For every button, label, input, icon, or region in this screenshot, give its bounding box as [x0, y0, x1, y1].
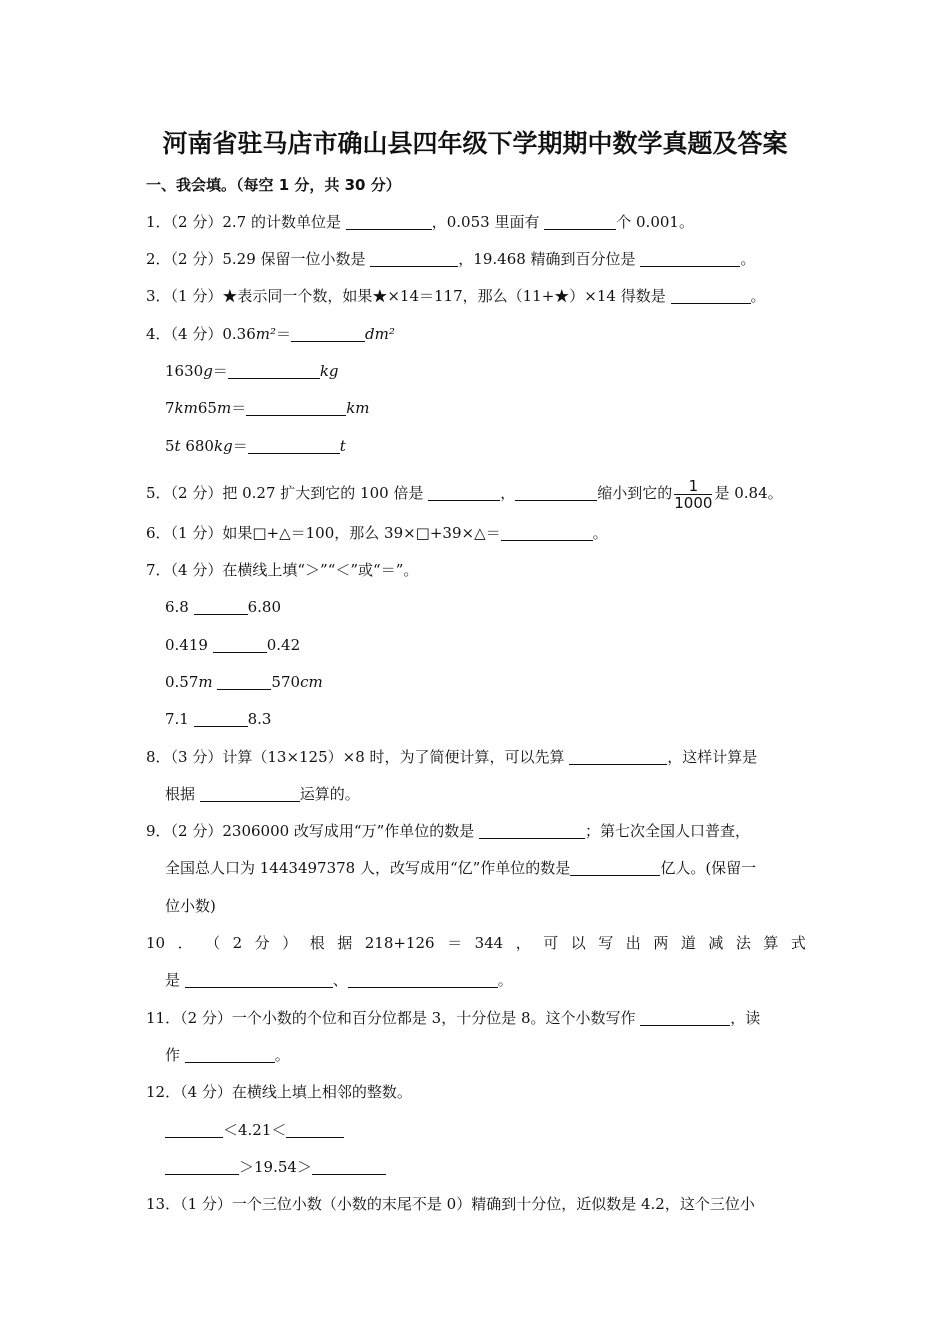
q3-text: 。 [750, 287, 766, 305]
q10-token: 式 [790, 934, 806, 952]
q10-token: 分 [254, 934, 270, 952]
q11-text: 11．（2 分）一个小数的个位和百分位都是 3，十分位是 8。这个小数写作 [146, 1009, 641, 1027]
q10-token: 根 [309, 934, 325, 952]
question-10 [146, 933, 806, 953]
q2-text: 。 [740, 250, 756, 268]
answer-blank[interactable] [544, 213, 616, 230]
answer-blank[interactable] [671, 287, 751, 304]
q4-text: 1630 [165, 362, 204, 380]
question-11 [146, 1008, 760, 1028]
q1-text: 个 0.001。 [616, 213, 694, 231]
q5-text: 缩小到它的 [597, 484, 673, 502]
q4-text: ＝ [231, 399, 247, 417]
answer-blank[interactable] [346, 213, 432, 230]
q1-text: 1．（2 分）2.7 的计数单位是 [146, 213, 346, 231]
q12-row [165, 1120, 344, 1140]
q10-token: 344 [474, 934, 504, 952]
q11-text: 作 [165, 1046, 185, 1064]
q5-text: 是 0.84。 [714, 484, 783, 502]
q10-token: ， [515, 934, 531, 952]
q4-text: 4．（4 分）0.36 [146, 325, 256, 343]
q4-row [165, 436, 346, 456]
question-6 [146, 523, 608, 543]
q5-text: 5．（2 分）把 0.27 扩大到它的 100 倍是 [146, 484, 429, 502]
q8-text: ，这样计算是 [667, 748, 758, 766]
q7-text: 6.80 [247, 598, 282, 616]
unit: kg [319, 362, 339, 380]
answer-blank[interactable] [312, 1158, 386, 1175]
answer-blank[interactable] [246, 399, 346, 416]
unit: dm² [365, 325, 395, 343]
q7-text: 7.1 [165, 710, 194, 728]
q4-text: 680 [180, 437, 214, 455]
answer-blank[interactable] [570, 859, 660, 876]
q4-row [165, 361, 339, 381]
answer-blank[interactable] [640, 250, 740, 267]
q4-text: 7 [165, 399, 175, 417]
q4-text: ＝ [276, 325, 292, 343]
fraction [674, 478, 712, 511]
answer-blank[interactable] [370, 250, 458, 267]
q11-text: ，读 [730, 1009, 761, 1027]
answer-blank[interactable] [348, 971, 498, 988]
question-8 [146, 747, 757, 767]
answer-blank[interactable] [640, 1009, 730, 1026]
unit: t [339, 437, 346, 455]
q4-text: 5 [165, 437, 175, 455]
q7-text: 0.419 [165, 636, 213, 654]
q10-token: 道 [680, 934, 696, 952]
q3-text: 3．（1 分）★表示同一个数，如果★×14＝117，那么（11+★）×14 得数是 [146, 287, 671, 305]
q10-token: 出 [625, 934, 641, 952]
answer-blank[interactable] [185, 971, 333, 988]
answer-blank[interactable] [217, 673, 271, 690]
q10-token: 法 [735, 934, 751, 952]
q12-row [165, 1157, 386, 1177]
fraction-denominator: 1000 [674, 493, 713, 512]
answer-blank[interactable] [501, 524, 593, 541]
q4-row [165, 398, 370, 418]
unit: cm [300, 673, 323, 691]
q7-text: 570 [271, 673, 301, 691]
question-12: 12．（4 分）在横线上填上相邻的整数。 [146, 1083, 412, 1101]
q10-token: ＝ [447, 934, 463, 952]
q12-text: ＜4.21＜ [223, 1121, 287, 1139]
question-2 [146, 249, 755, 269]
question-9 [146, 821, 750, 841]
answer-blank[interactable] [165, 1158, 239, 1175]
q7-text: 0.42 [266, 636, 301, 654]
q5-text: ， [500, 484, 516, 502]
q8-text: 运算的。 [299, 785, 360, 803]
q10-token: 减 [708, 934, 724, 952]
unit: m [216, 399, 232, 417]
q10-token: 可 [543, 934, 559, 952]
answer-blank[interactable] [194, 598, 248, 615]
q10-token: 2 [232, 934, 243, 952]
q10-token: 算 [763, 934, 779, 952]
q7-row [165, 597, 281, 617]
q11-cont [165, 1045, 290, 1065]
q9-text: 亿人。(保留一 [660, 859, 757, 877]
q10-token: 写 [598, 934, 614, 952]
q9-cont: 位小数) [165, 897, 216, 915]
q8-text: 根据 [165, 785, 200, 803]
q8-cont [165, 784, 360, 804]
question-3 [146, 286, 766, 306]
q10-token: ） [282, 934, 298, 952]
question-13: 13．（1 分）一个三位小数（小数的末尾不是 0）精确到十分位，近似数是 4.2，这个三位小 [146, 1195, 755, 1213]
q10-token: 据 [337, 934, 353, 952]
unit: m² [255, 325, 277, 343]
q10-text: 是 [165, 971, 185, 989]
q10-token: （ [205, 934, 221, 952]
question-4 [146, 324, 395, 344]
unit: g [203, 362, 213, 380]
q7-text: 8.3 [247, 710, 272, 728]
answer-blank[interactable] [291, 325, 365, 342]
q11-text: 。 [274, 1046, 290, 1064]
page-title: 河南省驻马店市确山县四年级下学期期中数学真题及答案 [162, 129, 788, 158]
unit: km [174, 399, 198, 417]
q4-text: ＝ [212, 362, 228, 380]
q10-token: 以 [570, 934, 586, 952]
q7-text: 0.57 [165, 673, 199, 691]
section-heading: 一、我会填。（每空 1 分，共 30 分） [146, 176, 401, 194]
unit: m [198, 673, 213, 691]
q2-text: 2．（2 分）5.29 保留一位小数是 [146, 250, 371, 268]
q4-text: 65 [197, 399, 217, 417]
q1-text: ，0.053 里面有 [431, 213, 545, 231]
q10-token: ． [177, 934, 193, 952]
answer-blank[interactable] [194, 710, 248, 727]
q10-text: 、 [332, 971, 348, 989]
question-5 [146, 476, 783, 512]
answer-blank[interactable] [200, 785, 300, 802]
answer-blank[interactable] [185, 1046, 275, 1063]
unit: kg [213, 437, 233, 455]
q10-text: 。 [497, 971, 513, 989]
q9-text: 全国总人口为 1443497378 人，改写成用“亿”作单位的数是 [165, 859, 571, 877]
q7-row [165, 635, 300, 655]
q9-cont [165, 858, 756, 878]
q4-text: ＝ [232, 437, 248, 455]
answer-blank[interactable] [213, 636, 267, 653]
q8-text: 8．（3 分）计算（13×125）×8 时，为了简便计算，可以先算 [146, 748, 570, 766]
q10-token: 两 [653, 934, 669, 952]
q7-row [165, 709, 271, 729]
question-7: 7．（4 分）在横线上填“＞”“＜”或“＝”。 [146, 561, 419, 579]
unit: t [174, 437, 181, 455]
q9-text: 9．（2 分）2306000 改写成用“万”作单位的数是 [146, 822, 480, 840]
q2-text: ，19.468 精确到百分位是 [458, 250, 641, 268]
answer-blank[interactable] [286, 1121, 344, 1138]
answer-blank[interactable] [165, 1121, 223, 1138]
unit: km [346, 399, 370, 417]
q6-text: 6．（1 分）如果□+△＝100，那么 39×□+39×△＝ [146, 524, 501, 542]
answer-blank[interactable] [228, 362, 320, 379]
answer-blank[interactable] [428, 484, 500, 501]
q7-text: 6.8 [165, 598, 194, 616]
question-1 [146, 212, 694, 232]
q6-text: 。 [592, 524, 608, 542]
q10-cont [165, 970, 513, 990]
answer-blank[interactable] [248, 437, 340, 454]
answer-blank[interactable] [479, 822, 585, 839]
q7-row [165, 672, 323, 692]
q12-text: ＞19.54＞ [239, 1158, 312, 1176]
fraction-numerator: 1 [674, 478, 712, 495]
q10-token: 218+126 [364, 934, 435, 952]
q10-token: 10 [146, 934, 166, 952]
q9-text: ；第七次全国人口普查， [585, 822, 751, 840]
answer-blank[interactable] [569, 748, 667, 765]
answer-blank[interactable] [515, 484, 597, 501]
